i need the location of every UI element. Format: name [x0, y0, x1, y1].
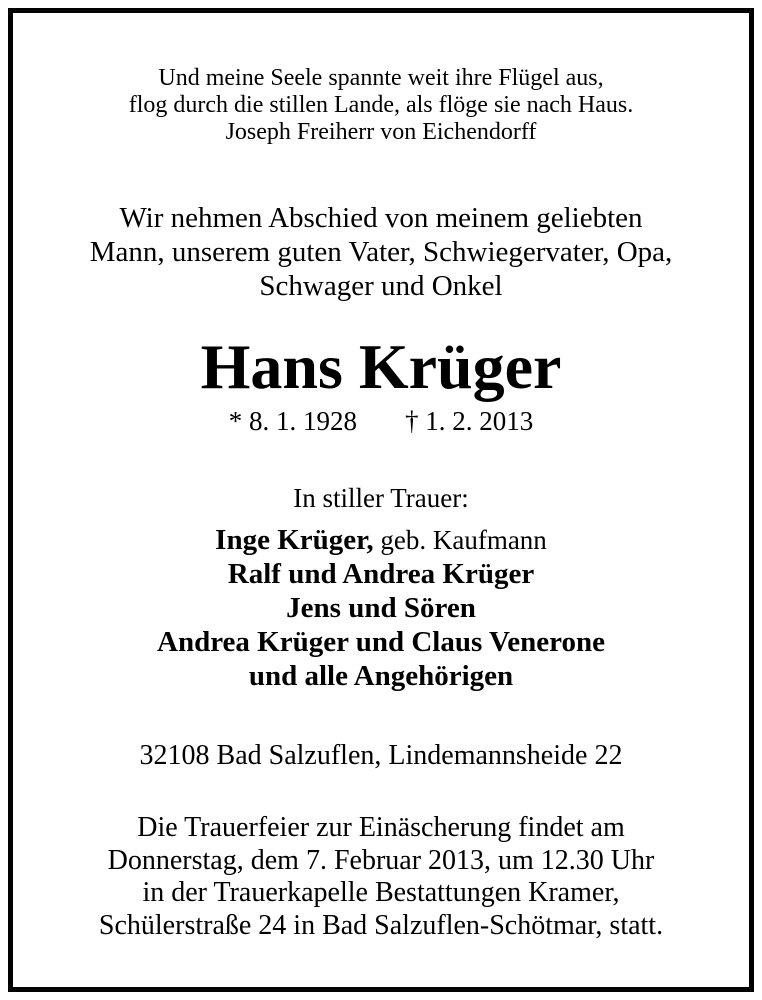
poem-quote [13, 65, 749, 146]
family-address: 32108 Bad Salzuflen, Lindemannsheide 22 [139, 740, 623, 771]
funeral-line: in der Trauerkapelle Bestattungen Kramer, [142, 877, 620, 908]
mourner-entry: Jens und Sören [286, 592, 476, 624]
funeral-line: Die Trauerfeier zur Einäscherung findet am [137, 812, 625, 843]
poem-author: Joseph Freiherr von Eichendorff [225, 119, 537, 145]
mourner-entry [13, 523, 749, 557]
maiden-name: geb. Kaufmann [373, 525, 547, 555]
funeral-details [13, 812, 749, 942]
farewell-line: Schwager und Onkel [259, 270, 503, 302]
mourner-entry: Ralf und Andrea Krüger [227, 558, 535, 590]
mourners-list [13, 523, 749, 693]
farewell-text [13, 201, 749, 303]
funeral-line: Schülerstraße 24 in Bad Salzuflen-Schötmar, statt. [98, 909, 664, 941]
farewell-line: Wir nehmen Abschied von meinem geliebten [119, 202, 643, 234]
funeral-line: Donnerstag, dem 7. Februar 2013, um 12.30 Uhr [107, 844, 655, 876]
death-date: † 1. 2. 2013 [405, 406, 534, 436]
farewell-line: Mann, unserem guten Vater, Schwiegervater, Opa, [89, 236, 673, 268]
mourner-name: Inge Krüger, [215, 524, 374, 556]
deceased-name: Hans Krüger [200, 331, 562, 402]
poem-line: flog durch die stillen Lande, als flöge sie nach Haus. [128, 92, 634, 118]
birth-date: * 8. 1. 1928 [228, 406, 357, 436]
life-dates [13, 405, 749, 437]
mourning-label: In stiller Trauer: [293, 483, 469, 513]
poem-line: Und meine Seele spannte weit ihre Flügel aus, [158, 65, 604, 91]
mourner-entry: Andrea Krüger und Claus Venerone [157, 626, 605, 658]
mourner-entry: und alle Angehörigen [248, 660, 514, 692]
